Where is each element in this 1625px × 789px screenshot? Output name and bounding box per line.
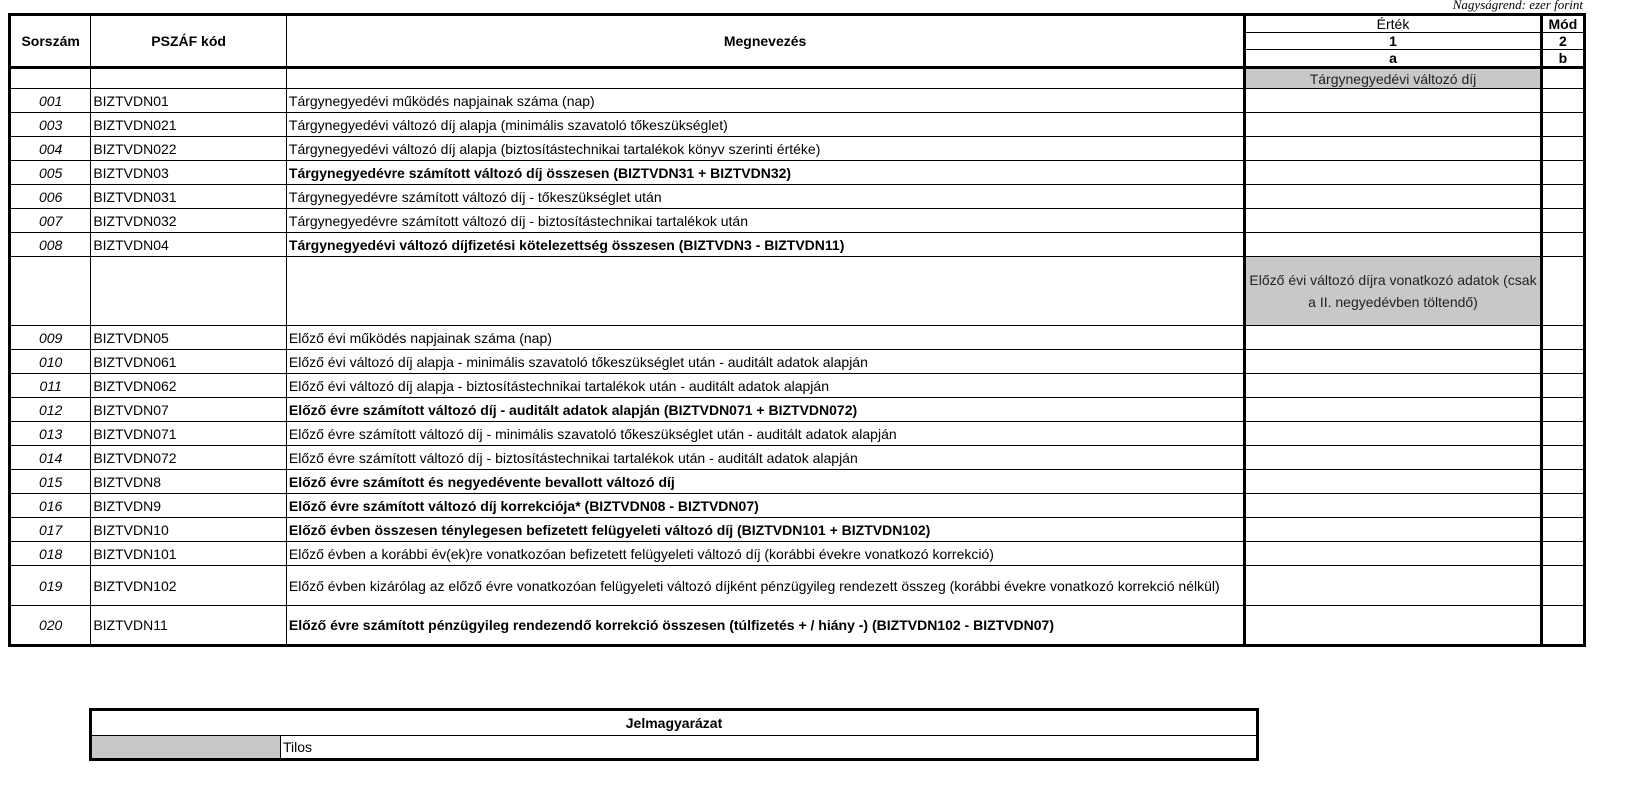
row-code: BIZTVDN101: [91, 542, 287, 566]
table-row: [10, 606, 1585, 646]
mode-cell[interactable]: [1541, 606, 1584, 646]
header-ertek-num: 1: [1245, 33, 1541, 50]
table-row: [10, 566, 1585, 606]
section-previous-year: [10, 326, 1585, 646]
value-cell[interactable]: [1245, 137, 1541, 161]
value-cell[interactable]: [1245, 350, 1541, 374]
row-number: 007: [10, 209, 91, 233]
row-code: BIZTVDN8: [91, 470, 287, 494]
mode-cell[interactable]: [1541, 233, 1584, 257]
row-number: 016: [10, 494, 91, 518]
mode-cell[interactable]: [1541, 350, 1584, 374]
section-current-quarter: [10, 89, 1585, 257]
row-description: Előző évre számított és negyedévente bevallott változó díj: [286, 470, 1244, 494]
row-number: 006: [10, 185, 91, 209]
row-code: BIZTVDN102: [91, 566, 287, 606]
mode-cell[interactable]: [1541, 161, 1584, 185]
row-number: 003: [10, 113, 91, 137]
header-ertek: Érték: [1245, 15, 1541, 33]
value-cell[interactable]: [1245, 422, 1541, 446]
row-code: BIZTVDN062: [91, 374, 287, 398]
legend-swatch: [91, 736, 281, 760]
header-kod: PSZÁF kód: [91, 15, 287, 68]
row-code: BIZTVDN11: [91, 606, 287, 646]
value-cell[interactable]: [1245, 185, 1541, 209]
row-description: Tárgynegyedévre számított változó díj összesen (BIZTVDN31 + BIZTVDN32): [286, 161, 1244, 185]
table-row: [10, 398, 1585, 422]
blank-cell: [91, 257, 287, 326]
value-cell[interactable]: [1245, 374, 1541, 398]
row-number: 010: [10, 350, 91, 374]
row-number: 014: [10, 446, 91, 470]
mode-cell[interactable]: [1541, 374, 1584, 398]
table-row: [10, 422, 1585, 446]
row-description: Előző évi változó díj alapja - minimális szavatoló tőkeszükséglet után - auditált adatok alapján: [286, 350, 1244, 374]
mode-cell[interactable]: [1541, 137, 1584, 161]
legend-item: Tilos: [281, 736, 1258, 760]
table-row: [10, 470, 1585, 494]
row-code: BIZTVDN022: [91, 137, 287, 161]
legend-table: [89, 708, 1259, 761]
table-row: [10, 89, 1585, 113]
blank-cell: [1541, 68, 1584, 89]
row-number: 018: [10, 542, 91, 566]
value-cell[interactable]: [1245, 233, 1541, 257]
table-row: [10, 326, 1585, 350]
row-number: 008: [10, 233, 91, 257]
report-table: [8, 13, 1586, 647]
row-description: Előző évre számított változó díj - biztosítástechnikai tartalékok után - auditált adatok alapján: [286, 446, 1244, 470]
header-mod-num: 2: [1541, 33, 1584, 50]
table-row: [10, 350, 1585, 374]
row-number: 001: [10, 89, 91, 113]
row-code: BIZTVDN072: [91, 446, 287, 470]
row-code: BIZTVDN05: [91, 326, 287, 350]
table-row: [10, 494, 1585, 518]
row-code: BIZTVDN03: [91, 161, 287, 185]
row-number: 012: [10, 398, 91, 422]
row-description: Előző évben kizárólag az előző évre vonatkozóan felügyeleti változó díjként pénzügyileg rendezett összeg (korábbi évekre vonatkozó korrekció nélkül): [286, 566, 1244, 606]
row-description: Előző évre számított változó díj - auditált adatok alapján (BIZTVDN071 + BIZTVDN072): [286, 398, 1244, 422]
value-cell[interactable]: [1245, 398, 1541, 422]
header-megnevezes: Megnevezés: [286, 15, 1244, 68]
table-row: [10, 161, 1585, 185]
mode-cell[interactable]: [1541, 518, 1584, 542]
row-number: 011: [10, 374, 91, 398]
unit-note: Nagyságrend: ezer forint: [1452, 0, 1583, 12]
header-ertek-letter: a: [1245, 50, 1541, 68]
row-description: Előző évre számított változó díj - minimális szavatoló tőkeszükséglet után - auditált adatok alapján: [286, 422, 1244, 446]
row-description: Előző évben összesen ténylegesen befizetett felügyeleti változó díj (BIZTVDN101 + BIZTVDN102): [286, 518, 1244, 542]
table-row: [10, 374, 1585, 398]
row-description: Előző évre számított pénzügyileg rendezendő korrekció összesen (túlfizetés + / hiány -) (BIZTVDN102 - BIZTVDN07): [286, 606, 1244, 646]
table-row: [10, 137, 1585, 161]
section-label-previous-year: Előző évi változó díjra vonatkozó adatok (csak a II. negyedévben töltendő): [1245, 257, 1541, 326]
value-cell[interactable]: [1245, 518, 1541, 542]
row-code: BIZTVDN031: [91, 185, 287, 209]
section-label-current: Tárgynegyedévi változó díj: [1245, 68, 1541, 89]
blank-cell: [1541, 257, 1584, 326]
value-cell[interactable]: [1245, 470, 1541, 494]
header-mod: Mód: [1541, 15, 1584, 33]
row-code: BIZTVDN032: [91, 209, 287, 233]
value-cell[interactable]: [1245, 494, 1541, 518]
row-code: BIZTVDN04: [91, 233, 287, 257]
mode-cell[interactable]: [1541, 326, 1584, 350]
table-row: [10, 518, 1585, 542]
blank-cell: [10, 257, 91, 326]
row-code: BIZTVDN061: [91, 350, 287, 374]
table-row: [10, 233, 1585, 257]
row-number: 020: [10, 606, 91, 646]
row-number: 005: [10, 161, 91, 185]
row-description: Tárgynegyedévi működés napjainak száma (nap): [286, 89, 1244, 113]
row-code: BIZTVDN071: [91, 422, 287, 446]
table-row: [10, 446, 1585, 470]
value-cell[interactable]: [1245, 326, 1541, 350]
value-cell[interactable]: [1245, 606, 1541, 646]
row-description: Tárgynegyedévre számított változó díj - biztosítástechnikai tartalékok után: [286, 209, 1244, 233]
row-description: Előző évi működés napjainak száma (nap): [286, 326, 1244, 350]
row-description: Tárgynegyedévi változó díjfizetési kötelezettség összesen (BIZTVDN3 - BIZTVDN11): [286, 233, 1244, 257]
mode-cell[interactable]: [1541, 209, 1584, 233]
mode-cell[interactable]: [1541, 494, 1584, 518]
value-cell[interactable]: [1245, 542, 1541, 566]
mode-cell[interactable]: [1541, 566, 1584, 606]
table-row: [10, 185, 1585, 209]
mode-cell[interactable]: [1541, 398, 1584, 422]
value-cell[interactable]: [1245, 89, 1541, 113]
blank-cell: [286, 68, 1244, 89]
row-description: Előző évben a korábbi év(ek)re vonatkozóan befizetett felügyeleti változó díj (korábbi évekre vonatkozó korrekció): [286, 542, 1244, 566]
value-cell[interactable]: [1245, 446, 1541, 470]
table-row: [10, 209, 1585, 233]
blank-cell: [286, 257, 1244, 326]
row-number: 004: [10, 137, 91, 161]
mode-cell[interactable]: [1541, 113, 1584, 137]
row-code: BIZTVDN07: [91, 398, 287, 422]
mode-cell[interactable]: [1541, 446, 1584, 470]
header-sorszam: Sorszám: [10, 15, 91, 68]
row-number: 019: [10, 566, 91, 606]
mode-cell[interactable]: [1541, 470, 1584, 494]
value-cell[interactable]: [1245, 209, 1541, 233]
value-cell[interactable]: [1245, 161, 1541, 185]
legend-title: Jelmagyarázat: [91, 710, 1258, 736]
mode-cell[interactable]: [1541, 89, 1584, 113]
blank-cell: [10, 68, 91, 89]
row-number: 013: [10, 422, 91, 446]
mode-cell[interactable]: [1541, 422, 1584, 446]
row-description: Tárgynegyedévi változó díj alapja (minimális szavatoló tőkeszükséglet): [286, 113, 1244, 137]
row-number: 009: [10, 326, 91, 350]
mode-cell[interactable]: [1541, 542, 1584, 566]
row-code: BIZTVDN10: [91, 518, 287, 542]
blank-cell: [91, 68, 287, 89]
row-description: Tárgynegyedévre számított változó díj - tőkeszükséglet után: [286, 185, 1244, 209]
row-description: Tárgynegyedévi változó díj alapja (biztosítástechnikai tartalékok könyv szerinti értéke): [286, 137, 1244, 161]
row-description: Előző évre számított változó díj korrekciója* (BIZTVDN08 - BIZTVDN07): [286, 494, 1244, 518]
table-row: [10, 113, 1585, 137]
mode-cell[interactable]: [1541, 185, 1584, 209]
row-code: BIZTVDN021: [91, 113, 287, 137]
table-row: [10, 542, 1585, 566]
value-cell[interactable]: [1245, 566, 1541, 606]
row-code: BIZTVDN01: [91, 89, 287, 113]
value-cell[interactable]: [1245, 113, 1541, 137]
row-number: 017: [10, 518, 91, 542]
row-code: BIZTVDN9: [91, 494, 287, 518]
header-mod-letter: b: [1541, 50, 1584, 68]
row-number: 015: [10, 470, 91, 494]
row-description: Előző évi változó díj alapja - biztosítástechnikai tartalékok után - auditált adatok alapján: [286, 374, 1244, 398]
